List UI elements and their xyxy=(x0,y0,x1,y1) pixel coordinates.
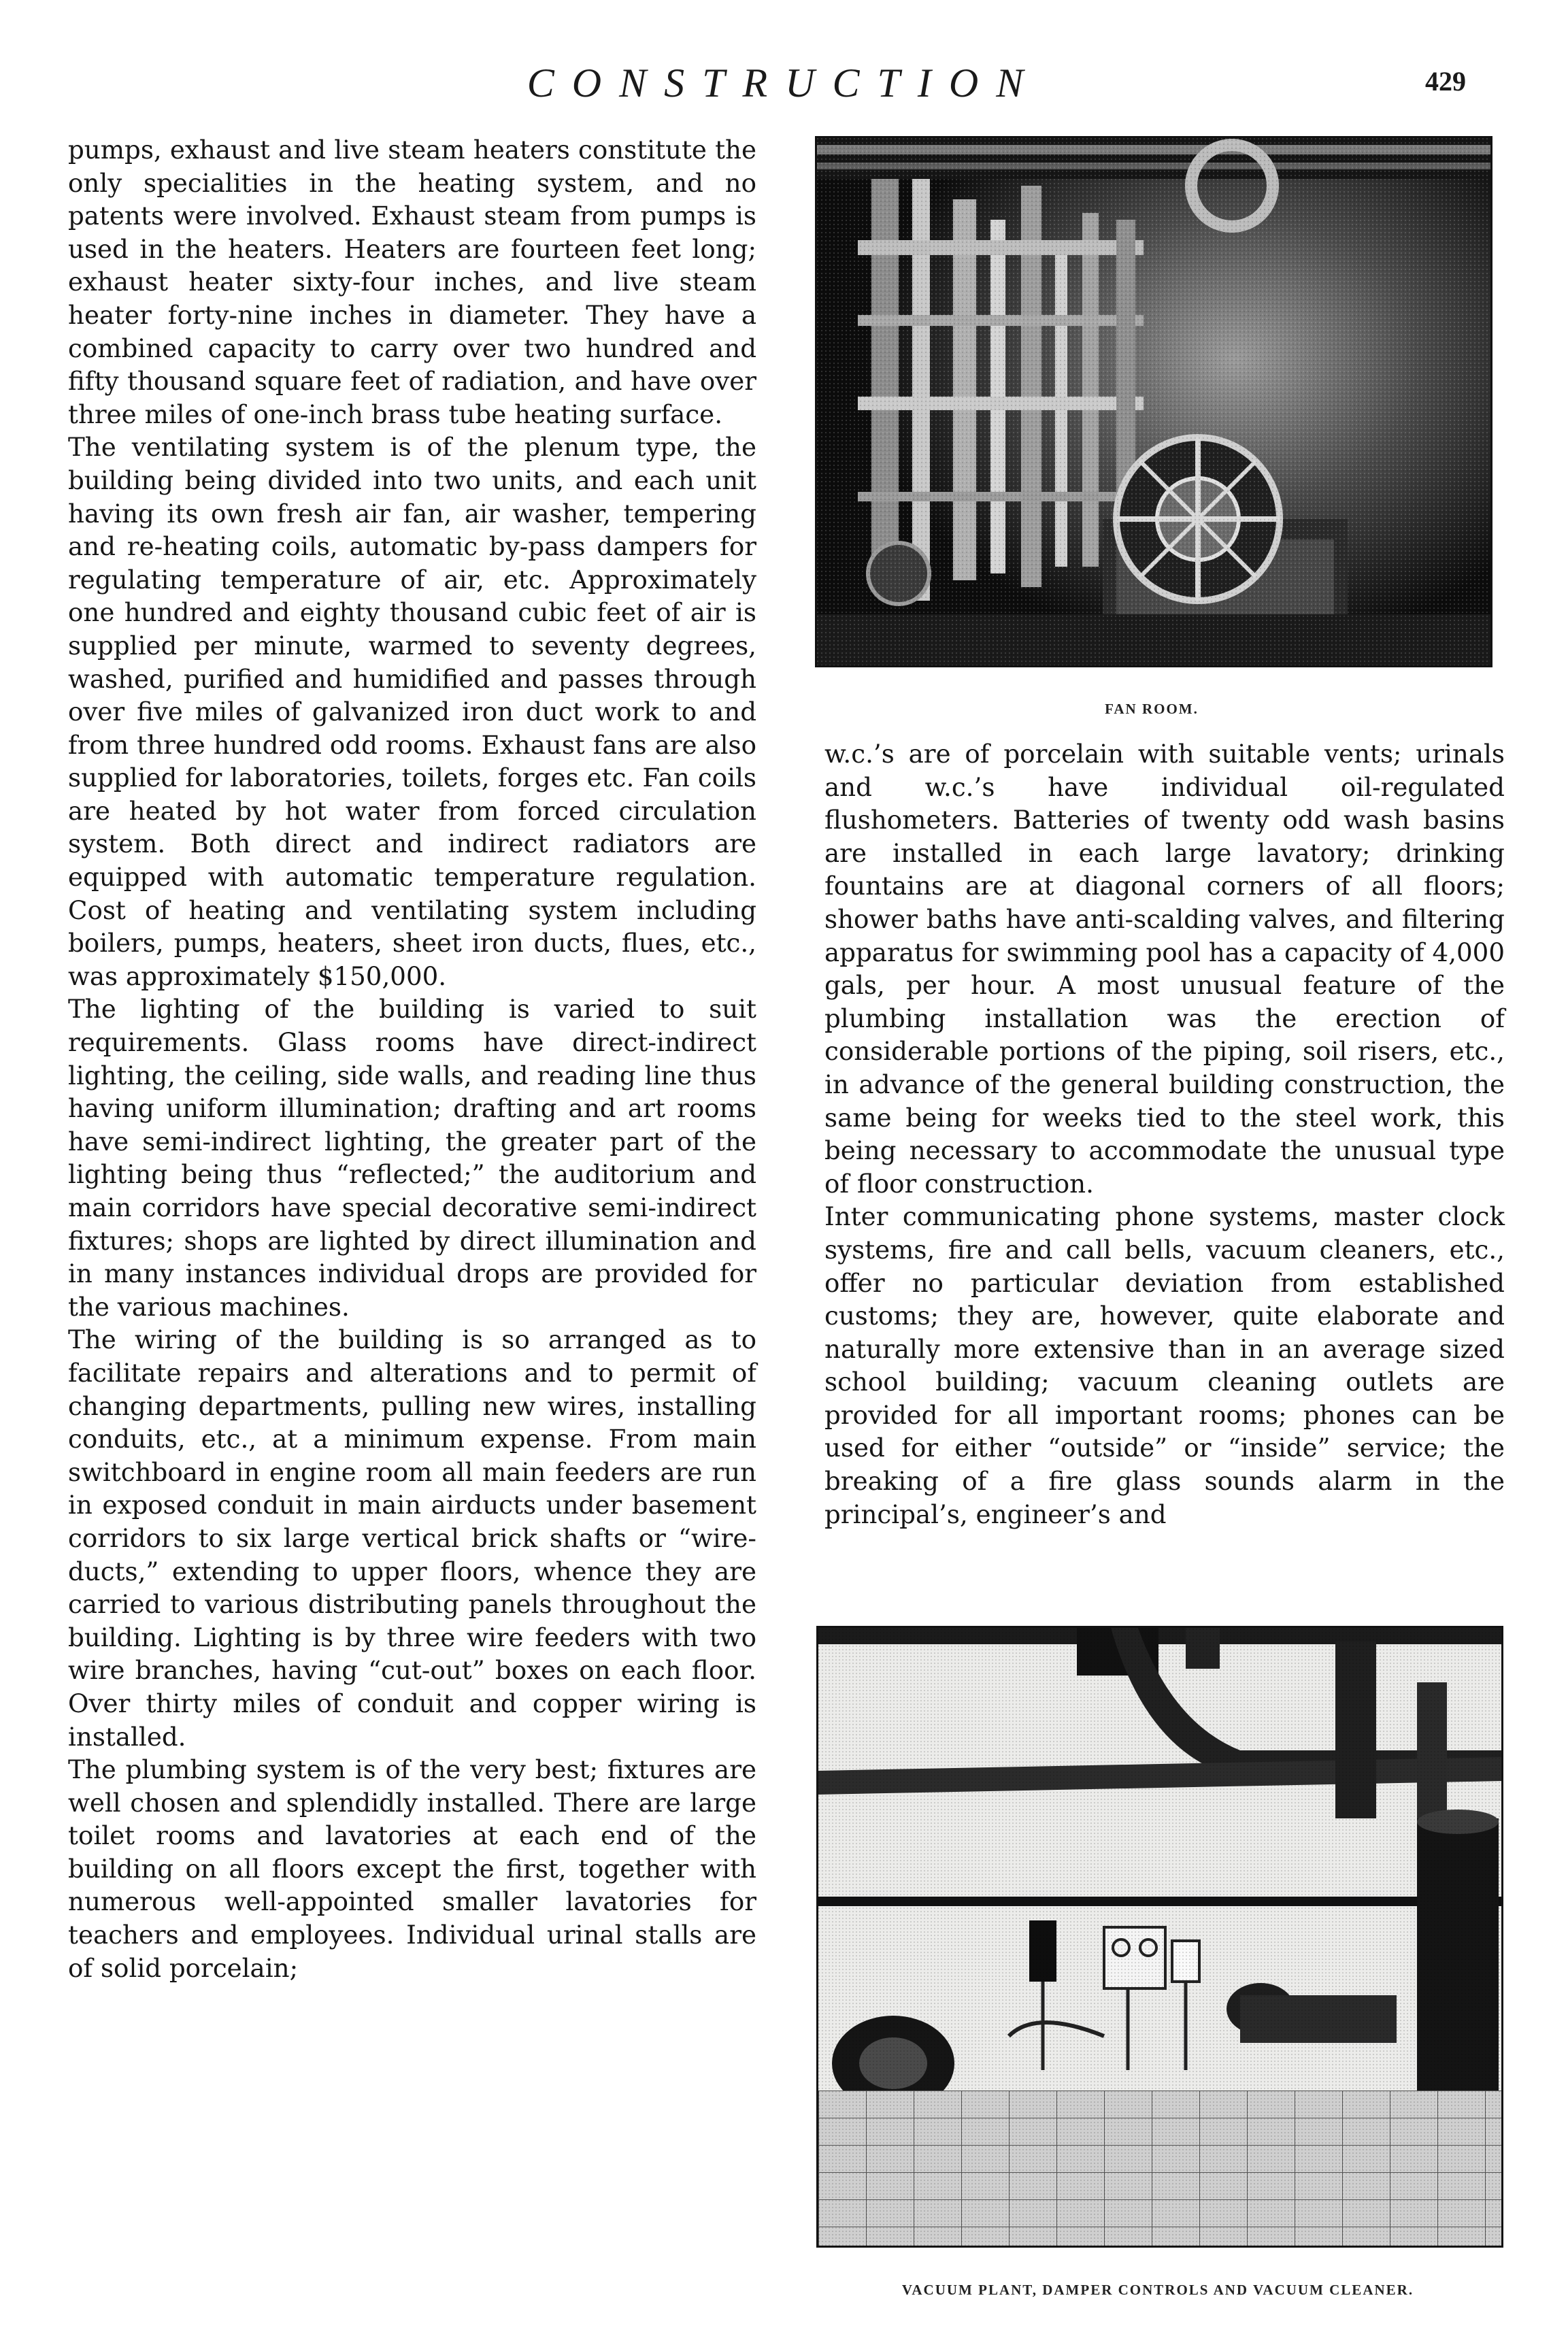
fan-room-photo xyxy=(815,136,1492,667)
fan-room-illustration xyxy=(817,138,1490,665)
paragraph-plumbing: The plumbing system is of the very best; fixtures are well chosen and splendidly installed. There are large toilet rooms and lavatories at each end of the building on all floors except the first, together with numerous well-appointed smaller lavatories for teachers and employees. Individual urinal stalls are of solid porcelain; xyxy=(68,1754,756,1983)
right-text-column xyxy=(824,737,1505,1531)
vacuum-plant-illustration xyxy=(818,1628,1501,2246)
left-text-column xyxy=(68,133,756,1984)
vacuum-plant-caption: VACUUM PLANT, DAMPER CONTROLS AND VACUUM CLEANER. xyxy=(901,2282,1414,2298)
paragraph-ventilating: The ventilating system is of the plenum type, the building being divided into two units, and each unit having its own fresh air fan, air washer, tempering and re-heating coils, automatic by-pass dampers for regulating temperature of air, etc. Approximately one hundred and eighty thousand cubic feet of air is supplied per minute, warmed to seventy degrees, washed, purified and humidified and passes through over five miles of galvanized iron duct work to and from three hundred odd rooms. Exhaust fans are also supplied for laboratories, toilets, forges etc. Fan coils are heated by hot water from forced circulation system. Both direct and indirect radiators are equipped with automatic temperature regulation. Cost of heating and ventilating system including boilers, pumps, heaters, sheet iron ducts, flues, etc., was approximately $150,000. xyxy=(68,432,756,991)
fan-room-caption: FAN ROOM. xyxy=(1105,701,1199,717)
running-head-title: CONSTRUCTION xyxy=(527,61,1041,105)
paragraph-wiring: The wiring of the building is so arranged as to facilitate repairs and alterations and to permit of changing departments, pulling new wires, installing conduits, etc., at a minimum expense. From main switchboard in engine room all main feeders are run in exposed conduit in main airducts under basement corridors to six large vertical brick shafts or “wire-ducts,” extending to upper floors, whence they are carried to various distributing panels throughout the building. Lighting is by three wire feeders with two wire branches, having “cut-out” boxes on each floor. Over thirty miles of conduit and copper wiring is installed. xyxy=(68,1325,756,1752)
page-number: 429 xyxy=(1425,66,1466,97)
paragraph-plumbing-continued: w.c.’s are of porcelain with suitable vents; urinals and w.c.’s have individual oil-regulated flushometers. Batteries of twenty odd wash basins are installed in each large lavatory; drinking fountains are at diagonal corners of all floors; shower baths have anti-scalding valves, and filtering apparatus for swimming pool has a capacity of 4,000 gals, per hour. A most unusual feature of the plumbing installation was the erection of considerable portions of the piping, soil risers, etc., in advance of the general building construction, the same being for weeks tied to the steel work, this being necessary to accommodate the unusual type of floor construction. xyxy=(824,739,1505,1199)
vacuum-plant-photo xyxy=(816,1626,1503,2248)
paragraph-lighting: The lighting of the building is varied to suit requirements. Glass rooms have direct-indirect lighting, the ceiling, side walls, and reading line thus having uniform illumination; drafting and art rooms have semi-indirect lighting, the greater part of the lighting being thus “reflected;” the auditorium and main corridors have special decorative semi-indirect fixtures; shops are lighted by direct illumination and in many instances individual drops are provided for the various machines. xyxy=(68,994,756,1322)
paragraph-heating-continued: pumps, exhaust and live steam heaters constitute the only specialities in the heating system, and no patents were involved. Exhaust steam from pumps is used in the heaters. Heaters are fourteen feet long; exhaust heater sixty-four inches, and live steam heater forty-nine inches in diameter. They have a combined capacity to carry over two hundred and fifty thousand square feet of radiation, and have over three miles of one-inch brass tube heating surface. xyxy=(68,135,756,429)
paragraph-phone-systems: Inter communicating phone systems, master clock systems, fire and call bells, vacuum cleaners, etc., offer no particular deviation from established customs; they are, however, quite elaborate and naturally more extensive than in an average sized school building; vacuum cleaning outlets are provided for all important rooms; phones can be used for either “outside” or “inside” service; the breaking of a fire glass sounds alarm in the principal’s, engineer’s and xyxy=(824,1201,1505,1529)
